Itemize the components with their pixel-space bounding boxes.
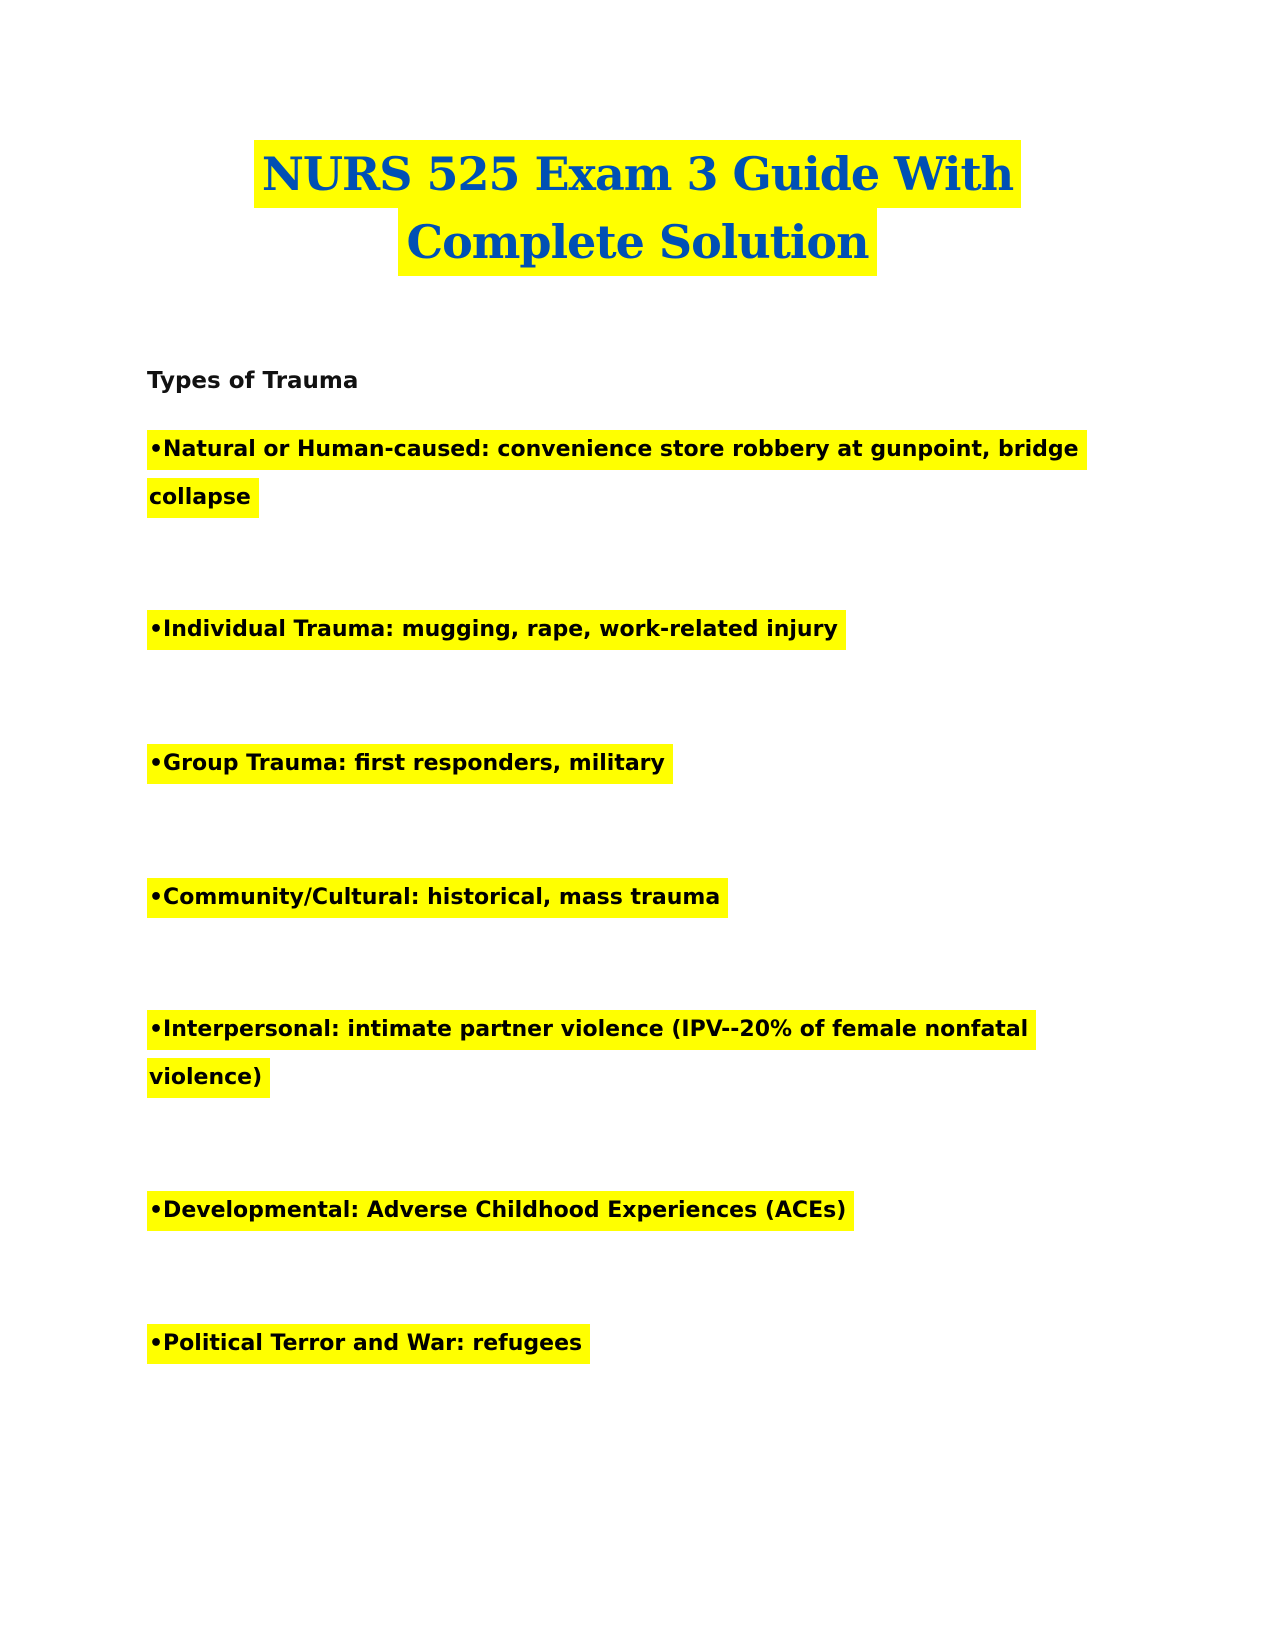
document-title-line-2: Complete Solution xyxy=(0,208,1275,276)
list-item-text: •Political Terror and War: refugees xyxy=(147,1324,590,1364)
list-item-text: •Natural or Human-caused: convenience store robbery at gunpoint, bridge xyxy=(147,430,1087,470)
list-item xyxy=(147,1010,1036,1106)
document-title-line-1: NURS 525 Exam 3 Guide With xyxy=(0,140,1275,208)
list-item xyxy=(147,744,673,792)
list-item-text: •Community/Cultural: historical, mass trauma xyxy=(147,878,728,918)
list-item xyxy=(147,610,846,658)
list-item xyxy=(147,1191,854,1239)
list-item xyxy=(147,1324,590,1372)
list-item-text: •Individual Trauma: mugging, rape, work-related injury xyxy=(147,610,846,650)
list-item-text: •Group Trauma: first responders, military xyxy=(147,744,673,784)
list-item xyxy=(147,430,1087,526)
list-item-text: violence) xyxy=(147,1058,270,1098)
list-item-text: •Interpersonal: intimate partner violence (IPV--20% of female nonfatal xyxy=(147,1010,1036,1050)
section-heading: Types of Trauma xyxy=(147,368,359,394)
list-item-text: collapse xyxy=(147,478,259,518)
list-item-text: •Developmental: Adverse Childhood Experiences (ACEs) xyxy=(147,1191,854,1231)
list-item xyxy=(147,878,728,926)
